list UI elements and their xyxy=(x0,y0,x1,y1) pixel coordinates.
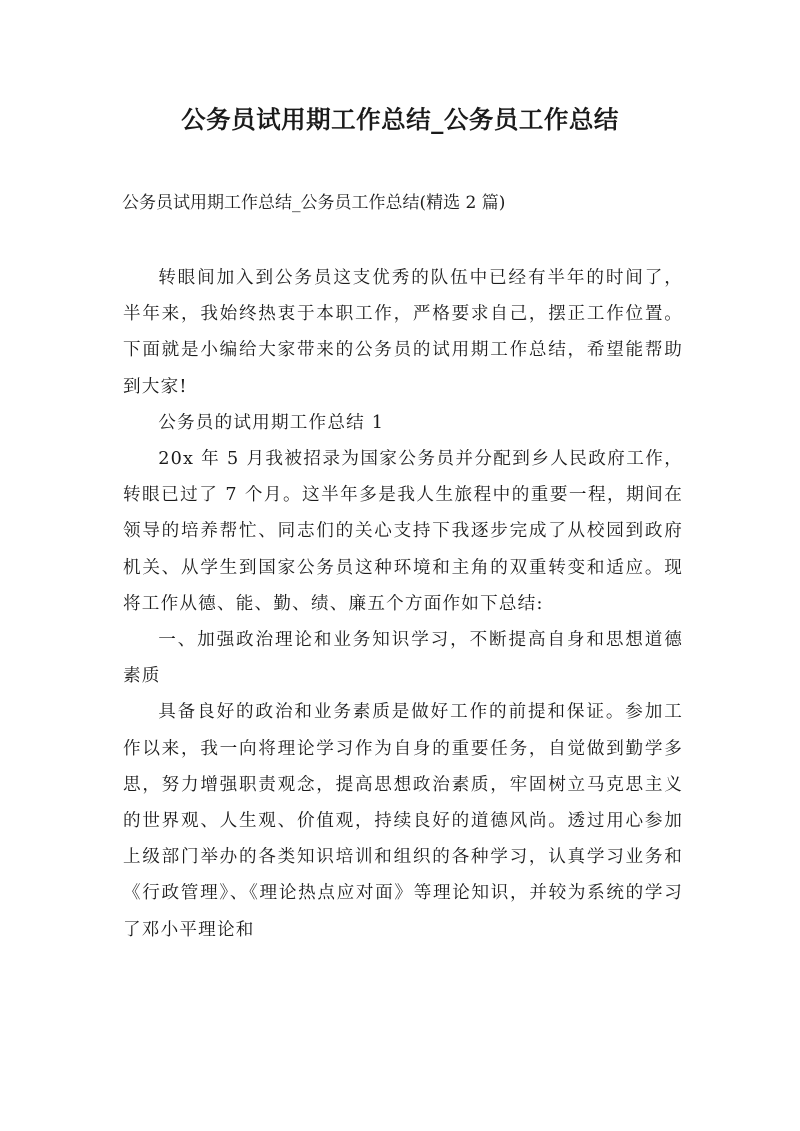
body-paragraph: 具备良好的政治和业务素质是做好工作的前提和保证。参加工作以来，我一向将理论学习作为自身的重要任务，自觉做到勤学多思，努力增强职责观念，提高思想政治素质，牢固树立马克思主义的世界观、人生观、价值观，持续良好的道德风尚。透过用心参加上级部门举办的各类知识培训和组织的各种学习，认真学习业务和《行政管理》、《理论热点应对面》等理论知识，并较为系统的学习了邓小平理论和 xyxy=(123,702,683,940)
section-heading: 公务员的试用期工作总结 1 xyxy=(158,412,385,433)
intro-paragraph: 转眼间加入到公务员这支优秀的队伍中已经有半年的时间了，半年来，我始终热衷于本职工作，严格要求自己，摆正工作位置。下面就是小编给大家带来的公务员的试用期工作总结，希望能帮助到大家! xyxy=(123,268,683,397)
subsection-heading: 一、加强政治理论和业务知识学习，不断提高自身和思想道德素质 xyxy=(123,630,683,687)
document-body xyxy=(123,260,683,948)
document-subtitle: 公务员试用期工作总结_公务员工作总结(精选 2 篇) xyxy=(122,193,506,213)
document-title: 公务员试用期工作总结_公务员工作总结 xyxy=(181,105,619,134)
body-paragraph: 20x 年 5 月我被招录为国家公务员并分配到乡人民政府工作，转眼已过了 7 个月。这半年多是我人生旅程中的重要一程，期间在领导的培养帮忙、同志们的关心支持下我逐步完成了从校园到政府机关、从学生到国家公务员这种环境和主角的双重转变和适应。现将工作从德、能、勤、绩、廉五个方面作如下总结: xyxy=(123,449,683,614)
